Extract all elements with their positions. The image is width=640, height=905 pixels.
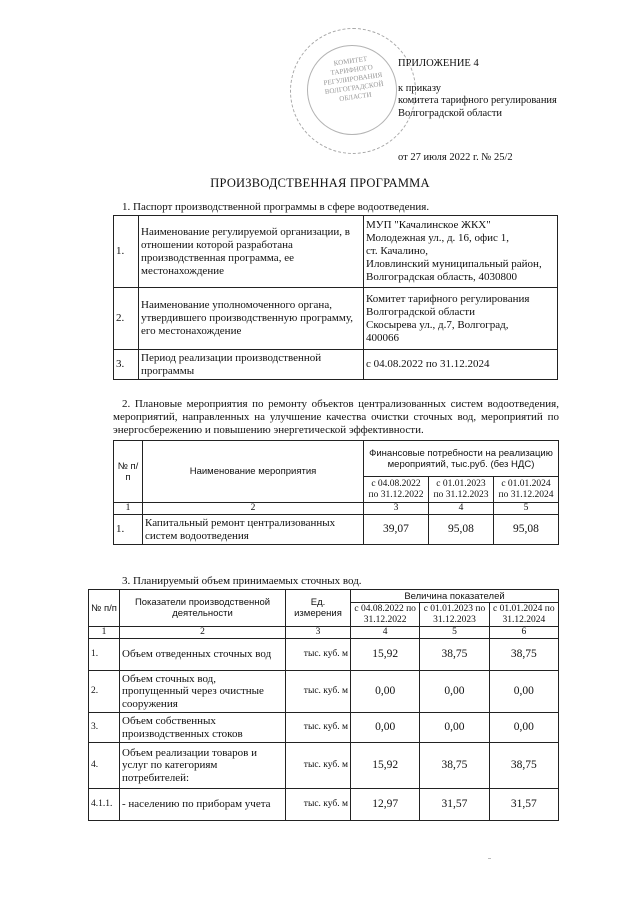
row-unit: тыс. куб. м bbox=[286, 671, 351, 713]
table-row bbox=[114, 350, 558, 380]
table-index-row bbox=[89, 627, 559, 639]
header-value: Величина показателей bbox=[351, 590, 559, 603]
row-name: Объем реализации товаров и услуг по категориям потребителей: bbox=[120, 743, 286, 789]
row-number: 1. bbox=[114, 515, 143, 545]
row-value: 39,07 bbox=[364, 515, 429, 545]
value-line: Скосырева ул., д.7, Волгоград, bbox=[366, 318, 509, 331]
table-row bbox=[114, 216, 558, 288]
passport-table bbox=[113, 215, 558, 380]
row-value: 0,00 bbox=[420, 671, 489, 713]
row-value: 31,57 bbox=[420, 789, 489, 821]
row-value: 0,00 bbox=[489, 713, 558, 743]
value-line: ст. Качалино, bbox=[366, 245, 429, 257]
row-value: 95,08 bbox=[428, 515, 493, 545]
table-row bbox=[89, 743, 559, 789]
row-number: 1. bbox=[89, 639, 120, 671]
value-line: Молодежная ул., д. 16, офис 1, bbox=[366, 232, 509, 244]
row-number: 3. bbox=[89, 713, 120, 743]
row-label: Наименование уполномоченного органа, утвердившего производственную программу, его местонахождение bbox=[139, 288, 364, 350]
volume-table bbox=[88, 589, 559, 821]
row-value: 38,75 bbox=[420, 743, 489, 789]
column-index: 1 bbox=[89, 627, 120, 639]
section3-heading: 3. Планируемый объем принимаемых сточных вод. bbox=[122, 575, 362, 587]
row-value: 0,00 bbox=[351, 713, 420, 743]
row-value: 38,75 bbox=[420, 639, 489, 671]
table-row bbox=[114, 288, 558, 350]
table-header-row bbox=[114, 441, 559, 477]
column-index: 2 bbox=[143, 503, 364, 515]
section1-heading: 1. Паспорт производственной программы в сфере водоотведения. bbox=[122, 201, 430, 213]
value-line: Комитет тарифного регулирования bbox=[366, 292, 530, 305]
column-index: 5 bbox=[420, 627, 489, 639]
measures-table bbox=[113, 440, 559, 545]
header-period: с 01.01.2023 по 31.12.2023 bbox=[420, 603, 489, 627]
column-index: 6 bbox=[489, 627, 558, 639]
column-index: 3 bbox=[364, 503, 429, 515]
appendix-header bbox=[398, 58, 557, 120]
header-number: № п/п bbox=[114, 441, 143, 503]
header-finance: Финансовые потребности на реализацию мероприятий, тыс.руб. (без НДС) bbox=[364, 441, 559, 477]
appendix-date: от 27 июля 2022 г. № 25/2 bbox=[398, 152, 513, 163]
row-value: 15,92 bbox=[351, 639, 420, 671]
value-line: 400066 bbox=[366, 331, 399, 344]
row-number: 2. bbox=[89, 671, 120, 713]
row-number: 4. bbox=[89, 743, 120, 789]
table-index-row bbox=[114, 503, 559, 515]
row-value bbox=[364, 216, 558, 288]
column-index: 4 bbox=[351, 627, 420, 639]
seal-text: КОМИТЕТ ТАРИФНОГО РЕГУЛИРОВАНИЯ ВОЛГОГРАДСКОЙ ОБЛАСТИ bbox=[323, 54, 385, 104]
row-value: 31,57 bbox=[489, 789, 558, 821]
row-name: Объем сточных вод, пропущенный через очистные сооружения bbox=[120, 671, 286, 713]
column-index: 5 bbox=[493, 503, 558, 515]
row-value: 95,08 bbox=[493, 515, 558, 545]
row-number: 3. bbox=[114, 350, 139, 380]
row-number: 4.1.1. bbox=[89, 789, 120, 821]
row-value: 0,00 bbox=[351, 671, 420, 713]
row-value: с 04.08.2022 по 31.12.2024 bbox=[364, 350, 558, 380]
section2-heading: 2. Плановые мероприятия по ремонту объектов централизованных систем водоотведения, мероприятий, направленных на улучшение качества очистки сточных вод, мероприятий по энергосбережению и повышению энергетической эффективности. bbox=[113, 398, 559, 436]
column-index: 2 bbox=[120, 627, 286, 639]
row-value: 38,75 bbox=[489, 639, 558, 671]
scan-speck bbox=[488, 858, 491, 859]
row-unit: тыс. куб. м bbox=[286, 743, 351, 789]
row-unit: тыс. куб. м bbox=[286, 639, 351, 671]
row-name: Капитальный ремонт централизованных систем водоотведения bbox=[143, 515, 364, 545]
appendix-line-3: комитета тарифного регулирования bbox=[398, 95, 557, 106]
table-row bbox=[89, 789, 559, 821]
table-row bbox=[89, 671, 559, 713]
header-name: Наименование мероприятия bbox=[143, 441, 364, 503]
column-index: 3 bbox=[286, 627, 351, 639]
value-line: Волгоградской области bbox=[366, 305, 475, 318]
column-index: 1 bbox=[114, 503, 143, 515]
row-number: 2. bbox=[114, 288, 139, 350]
header-period: с 01.01.2024 по 31.12.2024 bbox=[489, 603, 558, 627]
row-value: 0,00 bbox=[489, 671, 558, 713]
header-unit: Ед. измерения bbox=[286, 590, 351, 627]
row-number: 1. bbox=[114, 216, 139, 288]
header-period: с 04.08.2022 по 31.12.2022 bbox=[351, 603, 420, 627]
row-value: 15,92 bbox=[351, 743, 420, 789]
row-label: Наименование регулируемой организации, в отношении которой разработана производственная программа, ее местонахождение bbox=[139, 216, 364, 288]
table-row bbox=[89, 639, 559, 671]
column-index: 4 bbox=[428, 503, 493, 515]
row-unit: тыс. куб. м bbox=[286, 713, 351, 743]
page-title: ПРОИЗВОДСТВЕННАЯ ПРОГРАММА bbox=[210, 176, 430, 190]
value-line: Волгоградская область, 4030800 bbox=[366, 271, 518, 283]
row-name: Объем собственных производственных стоков bbox=[120, 713, 286, 743]
row-value: 0,00 bbox=[420, 713, 489, 743]
table-row bbox=[89, 713, 559, 743]
header-period: с 01.01.2024 по 31.12.2024 bbox=[493, 477, 558, 503]
value-line: МУП "Качалинское ЖКХ" bbox=[366, 219, 491, 231]
row-unit: тыс. куб. м bbox=[286, 789, 351, 821]
row-value bbox=[364, 288, 558, 350]
appendix-line-2: к приказу bbox=[398, 82, 441, 94]
header-name: Показатели производственной деятельности bbox=[120, 590, 286, 627]
appendix-line-4: Волгоградской области bbox=[398, 107, 503, 119]
row-label: Период реализации производственной программы bbox=[139, 350, 364, 380]
row-value: 12,97 bbox=[351, 789, 420, 821]
row-name: Объем отведенных сточных вод bbox=[120, 639, 286, 671]
table-row bbox=[114, 515, 559, 545]
row-value: 38,75 bbox=[489, 743, 558, 789]
header-period: с 01.01.2023 по 31.12.2023 bbox=[428, 477, 493, 503]
value-line: Иловлинский муниципальный район, bbox=[366, 258, 542, 270]
table-header-row bbox=[89, 590, 559, 603]
row-name: - населению по приборам учета bbox=[120, 789, 286, 821]
header-period: с 04.08.2022 по 31.12.2022 bbox=[364, 477, 429, 503]
appendix-line-1: ПРИЛОЖЕНИЕ 4 bbox=[398, 58, 479, 69]
header-number: № п/п bbox=[89, 590, 120, 627]
